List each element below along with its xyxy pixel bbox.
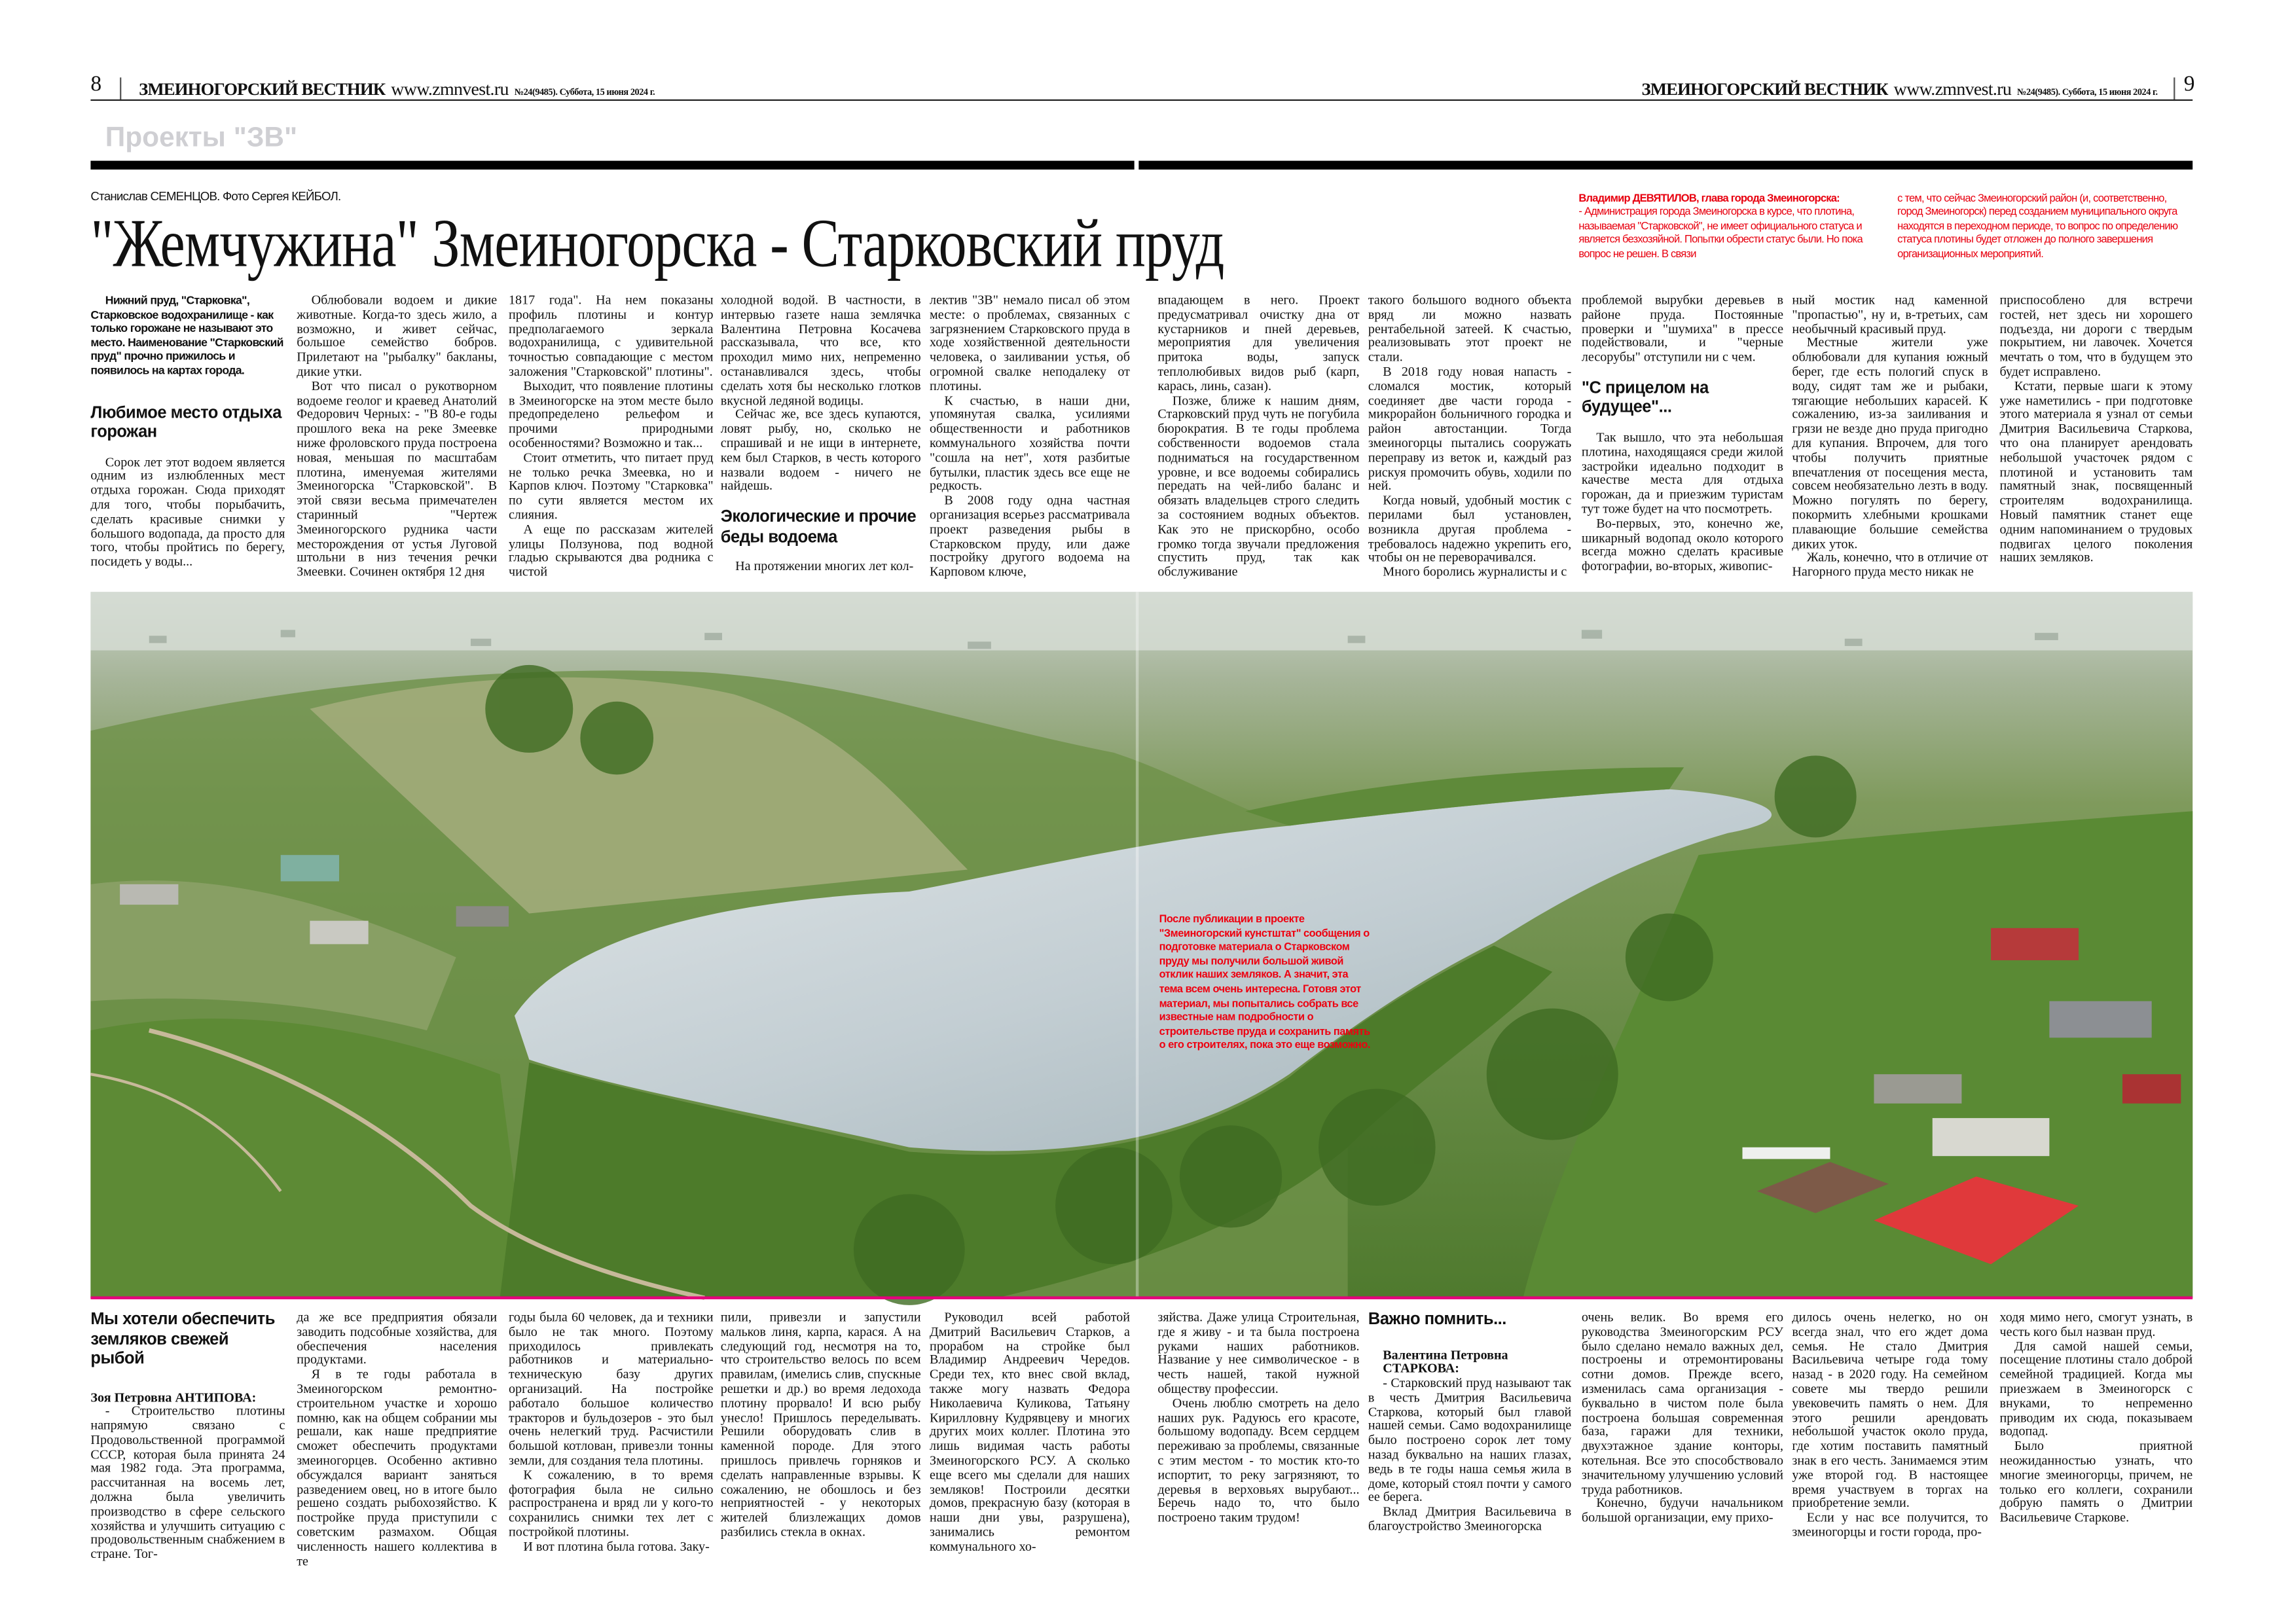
top-column <box>90 294 285 586</box>
newspaper-name: ЗМЕИНОГОРСКИЙ ВЕСТНИК <box>139 79 386 99</box>
paragraph-continued: ный мостик над каменной "пропастью", ну и, в-третьих, сам необычный красивый пруд. <box>1792 292 1988 336</box>
page-number-left: 8 <box>90 73 102 97</box>
bottom-column <box>1999 1311 2192 1560</box>
paragraph: А еще по рассказам жителей улицы Ползунова, под водной гладью скрываются два родника с чистой <box>509 521 714 579</box>
paragraph: Кстати, первые шаги к этому уже наметились - при подготовке этого материала я узнал от семьи Дмитрия Васильевича Старкова, что она планирует арендовать небольшой участочек рядом с плотиной и установить там памятный знак, посвященный строителям водохранилища. Новый памятник станет еще одним напоминанием о трудовых подвигах целого поколения наших земляков. <box>1999 378 2193 565</box>
pond-landscape-image <box>90 592 2192 1297</box>
paragraph: Конечно, будучи начальником большой организации, ему прихо- <box>1581 1495 1784 1525</box>
top-column <box>297 294 497 586</box>
top-column <box>1999 294 2192 586</box>
bottom-column <box>721 1311 921 1560</box>
paragraph: Местные жители уже облюбовали для купания южный берег, где есть пологий спуск в воду, сидят там же и рыбаки, тягающие небольших карасей. К сожалению, из-за заиливания и грязи не везде дно пруда пригодно для купания. Впрочем, для того чтобы получить приятные впечатления от посещения места, совсем необязательно лезть в воду. Можно погулять по берегу, покормить хлебными крошками плавающие большие семейства диких уток. <box>1792 335 1988 550</box>
paragraph: В 2008 году одна частная организация всерьез рассматривала проект разведения рыбы в Старковском пруду, или даже постройку другого водоема на Карповом ключе, <box>930 492 1130 579</box>
top-column <box>930 294 1130 586</box>
paragraph-continued: такого большого водного объекта вряд ли можно назвать рентабельной затеей. К счастью, реализовывать этот проект не стали. <box>1368 292 1572 365</box>
issue-info: №24(9485). Суббота, 15 июня 2024 г. <box>2017 87 2158 98</box>
paragraph-continued: да же все предприятия обязали заводить подсобные хозяйства, для обеспечения населения продуктами. <box>297 1309 498 1367</box>
paragraph: В 2018 году новая напасть - сломался мостик, который соединяет две части города - микрорайон больничного городка и район автостанции. Тогда змеиногорцы пытались сооружать переправу из веток и, каждый раз рискуя промочить обувь, ходили по ней. <box>1368 363 1572 494</box>
paragraph: Стоит отметить, что питает пруд не только речка Змеевка, но и Карпов ключ. Поэтому "Старковка" по сути является местом их слияния. <box>509 450 714 522</box>
aerial-photo-pond <box>90 592 2192 1297</box>
subheading: "С прицелом на будущее"... <box>1581 380 1709 418</box>
top-column <box>1368 294 1571 586</box>
paragraph: И вот плотина была готова. Заку- <box>523 1538 710 1553</box>
paragraph: Позже, ближе к нашим дням, Старковский пруд чуть не погубила бюрократия. В те годы проблема собственности водоемов стала подниматься на государственном уровне, и все водоемы собирались передать на чей-либо баланс и обязать владельцев строго следить за состоянием водных объектов. Как это не прискорбно, особо громко тогда звучали предложения спустить пруд, так как обслуживание <box>1157 392 1360 579</box>
bottom-column <box>930 1311 1130 1560</box>
masthead-right <box>1641 76 2157 102</box>
top-column <box>721 294 921 586</box>
paragraph: Руководил всей работой Дмитрий Васильевич Старков, а прорабом на стройке был Владимир Андреевич Чередов. Среди тех, кто внес свой вклад, также могу назвать Федора Николаевича Куликова, Татьяну Кирилловну Кудрявцеву и многих других моих коллег. Плотина это лишь видимая часть работы Змеиногорского РСУ. А сколько еще всего мы сделали для наших земляков! Построили десятки домов, прекрасную базу (которая в наши дни увы, разрушена), занимались ремонтом коммунального хо- <box>930 1309 1130 1553</box>
speaker-name: Валентина Петровна СТАРКОВА: <box>1383 1346 1508 1376</box>
bottom-column <box>509 1311 714 1560</box>
photo-bottom-rule <box>90 1296 2192 1299</box>
top-column <box>1792 294 1988 586</box>
bottom-column <box>1368 1311 1571 1560</box>
header-rule <box>90 99 2192 101</box>
paragraph: Много боролись журналисты и с <box>1383 564 1567 579</box>
rubric-label: Проекты "ЗВ" <box>105 122 298 154</box>
issue-info: №24(9485). Суббота, 15 июня 2024 г. <box>514 87 655 98</box>
paragraph: Во-первых, это, конечно же, шикарный водопад около которого всегда можно сделать красивые фотографии, во-вторых, живопис- <box>1581 515 1784 573</box>
newspaper-site: www.zmnvest.ru <box>1893 79 2012 99</box>
paragraph: Сорок лет этот водоем является одним из излюбленных мест отдыха горожан. Сюда приходят для того, чтобы порыбачить, сделать красивые снимки у большого водопада, да просто для того, чтобы пройтись по берегу, посидеть у воды... <box>90 454 285 569</box>
paragraph: Для самой нашей семьи, посещение плотины стало доброй семейной традицией. Когда мы приезжаем в Змеиногорск с внуками, то непременно приводим их сюда, показываем водопад. <box>1999 1338 2193 1439</box>
paragraph-continued: лектив "ЗВ" немало писал об этом месте: о проблемах, связанных с загрязнением Старковского пруда в ходе хозяйственной деятельности человека, о заиливании устья, об огромной свалке неподалеку от плотины. <box>930 292 1130 393</box>
subheading: Любимое место отдыха горожан <box>90 404 282 442</box>
top-column <box>509 294 714 586</box>
subheading: Мы хотели обеспечить земляков свежей рыбой <box>90 1310 275 1368</box>
paragraph-continued: годы была 60 человек, да и техники было не так много. Поэтому приходилось привлекать работников и материально-техническую базу других организаций. На постройке работало большое количество тракторов и бульдозеров - это был очень нелегкий труд. Расчистили большой котлован, привезли тонны земли, для создания тела плотины. <box>509 1309 714 1468</box>
top-column <box>1582 294 1783 586</box>
paragraph: Если у нас все получится, то змеиногорцы и гости города, про- <box>1792 1509 1988 1540</box>
paragraph: Так вышло, что эта небольшая плотина, находящаяся среди жилой застройки идеально подходит в качестве места для отдыха горожан, да и приезжим туристам тут тоже будет на что посмотреть. <box>1581 429 1784 516</box>
paragraph-continued: 1817 года". На нем показаны профиль плотины и контур предполагаемого зеркала водохранилища, с удивительной точностью совпадающие с местом заложения "Старковской" плотины". <box>509 292 714 379</box>
bottom-column <box>1157 1311 1359 1560</box>
quote-speaker: Владимир ДЕВЯТИЛОВ, глава города Змеиногорска: <box>1578 191 1840 205</box>
section-bar-left <box>90 161 1134 170</box>
paragraph: Вот что писал о рукотворном водоеме геолог и краевед Анатолий Федорович Черных: - "В 80-е годы прошлого века на реке Змеевке ниже фроловского пруда построена новая, меньшая по масштабам плотина, именуемая жителями Змеиногорска "Старковской". В этой связи весьма примечателен старинный "Чертеж Змеиногорского рудника части месторождения от устья Луговой штольни в низ течения речки Змеевки. Сочинен октября 12 дня <box>297 378 498 579</box>
speaker-name: Зоя Петровна АНТИПОВА: <box>90 1389 257 1404</box>
paragraph: Было приятной неожиданностью узнать, что многие змеиногорцы, причем, не только его коллеги, сохранили добрую память о Дмитрии Васильевиче Старкове. <box>1999 1438 2193 1525</box>
paragraph: - Старковский пруд называют так в честь Дмитрия Васильевича Старкова, который был главой нашей семьи. Само водохранилище было построено сорок лет тому назад буквально на наших глазах, ведь в те годы наша семья жила в доме, который стоял почти у самого ее берега. <box>1368 1375 1572 1505</box>
paragraph-continued: зяйства. Даже улица Строительная, где я живу - и та была построена руками наших работников. Название у нее символическое - в честь нашей, такой нужной обществу профессии. <box>1157 1309 1360 1396</box>
paragraph-continued: дилось очень нелегко, но он всегда знал, что его ждет дома семья. Не стало Дмитрия Васильевича четыре года тому назад - в 2020 году. На семейном совете мы твердо решили увековечить память о нем. Для этого решили арендовать небольшой участок около пруда, где хотим поставить памятный знак в его честь. Занимаемся этим уже второй год. В настоящее время участвуем в торгах на приобретение земли. <box>1792 1309 1988 1511</box>
paragraph: Когда новый, удобный мостик с перилами был установлен, возникла другая проблема - требовалось надежно укрепить его, чтобы он не переворачивался. <box>1368 492 1572 565</box>
paragraph: К счастью, в наши дни, упомянутая свалка, усилиями общественности и работников коммунального хозяйства почти "сошла на нет", хотя разбитые бутылки, пластик здесь все еще не редкость. <box>930 392 1130 494</box>
paragraph: На протяжении многих лет кол- <box>735 558 914 573</box>
page-fold <box>1136 592 1138 1297</box>
paragraph: Облюбовали водоем и дикие животные. Когда-то здесь жило, а возможно, и живет сейчас, большое семейство бобров. Прилетают на "рыбалку" бакланы, дикие утки. <box>297 292 498 379</box>
subheading: Экологические и прочие беды водоема <box>720 509 917 547</box>
newspaper-site: www.zmnvest.ru <box>391 79 509 99</box>
byline: Станислав СЕМЕНЦОВ. Фото Сергея КЕЙБОЛ. <box>90 189 341 204</box>
official-quote-part2: с тем, что сейчас Змеиногорский район (и, соответственно, город Змеиногорск) перед созданием муниципального округа находятся в переходном периоде, то вопрос по определению статуса плотины будет отложен до полного завершения организационных мероприятий. <box>1897 191 2178 260</box>
official-quote-part1 <box>1578 191 1882 260</box>
paragraph: - Строительство плотины напрямую связано с Продовольственной программой СССР, которая была принята 24 мая 1982 года. Эта программа, рассчитанная на восемь лет, должна была увеличить производство в сфере сельского хозяйства и улучшить ситуацию с продовольственным снабжением в стране. Тог- <box>90 1403 285 1562</box>
paragraph: Сейчас же, все здесь купаются, ловят рыбу, но, сколько не спрашивай и не ищи в интернете, кем был Старков, в честь которого назвали водоем - ничего не найдешь. <box>720 406 921 494</box>
section-bar-right <box>1138 161 2192 170</box>
subheading: Важно помнить... <box>1368 1310 1506 1329</box>
article-title: "Жемчужина" Змеиногорска - Старковский пруд <box>90 206 1224 282</box>
bottom-column <box>297 1309 498 1568</box>
lead-paragraph: Нижний пруд, "Старковка", Старковское водохранилище - как только горожане не называют это место. Наименование "Старковский пруд" прочно прижилось и появилось на картах города. <box>90 293 283 377</box>
page-number-right: 9 <box>2183 73 2195 97</box>
paragraph-continued: проблемой вырубки деревьев в районе пруда. Постоянные проверки и "шумиха" в прессе подействовали, и "черные лесорубы" отступили ни с чем. <box>1581 292 1784 365</box>
bottom-column <box>90 1311 285 1560</box>
paragraph: К сожалению, в то время фотография была не сильно распространена и вряд ли у кого-то сохранились снимки тех лет с постройкой плотины. <box>509 1467 714 1540</box>
paragraph: Вклад Дмитрия Васильевича в благоустройство Змеиногорска <box>1368 1504 1572 1534</box>
paragraph: Жаль, конечно, что в отличие от Нагорного пруда место никак не <box>1792 550 1988 579</box>
paragraph-continued: ходя мимо него, смогут узнать, в честь кого был назван пруд. <box>1999 1309 2193 1339</box>
paragraph-continued: очень велик. Во время его руководства Змеиногорским РСУ было сделано немало важных дел, построены и отремонтированы сотни домов. Прежде всего, изменилась сама организация - буквально в чистом поле была построена большая современная база, гаражи для техники, двухэтажное здание конторы, котельная. Все это способствовало значительному улучшению условий труда работников. <box>1581 1309 1784 1496</box>
paragraph-continued: пили, привезли и запустили мальков линя, карпа, карася. А на следующий год, несмотря на то, что строительство велось по всем правилам, (имелись слив, спускные решетки и др.) во время ледохода плотину прорвало! И всю рыбу унесло! Пришлось переделывать. Решили оборудовать слив в каменной породе. Для этого пришлось привлечь горняков и сделать направленные взрывы. К сожалению, не обошлось и без неприятностей - у некоторых жителей близлежащих домов разбились стекла в окнах. <box>720 1309 921 1540</box>
newspaper-name: ЗМЕИНОГОРСКИЙ ВЕСТНИК <box>1641 79 1888 99</box>
bottom-column <box>1792 1311 1988 1560</box>
page-number-divider <box>120 77 121 101</box>
paragraph: Выходит, что появление плотины в Змеиногорске на этом месте было предопределено рельефом и прочими природными особенностями? Возможно и так... <box>509 378 714 450</box>
paragraph-continued: холодной водой. В частности, в интервью газете наша землячка Валентина Петровна Косачева рассказывала, что все, кто проходил мимо них, непременно останавливался здесь, чтобы сделать хотя бы несколько глотков вкусной ледяной водицы. <box>720 292 921 408</box>
masthead-left <box>139 76 655 102</box>
quote-text: - Администрация города Змеиногорска в курсе, что плотина, называемая "Старковской", не имеет официального статуса и является безхозяйной. Попытки обрести статус были. Но пока вопрос не решен. В связи <box>1578 205 1863 260</box>
paragraph: Я в те годы работала в Змеиногорском ремонтно-строительном участке и хорошо помню, как на общем собрании мы решали, как наше предприятие сможет обеспечить продуктами змеиногорцев. Особенно активно обсуждался вариант заняться разведением овец, но в итоге было решено создать рыбохозяйство. К постройке пруда приступили с советским размахом. Общая численность нашего коллектива в те <box>297 1367 498 1568</box>
paragraph-continued: впадающем в него. Проект предусматривал очистку дна от кустарников и пней деревьев, мероприятия для увеличения притока воды, запуск теплолюбивых видов рыб (карп, карась, линь, сазан). <box>1157 292 1360 393</box>
bottom-column <box>1582 1311 1783 1560</box>
paragraph-continued: приспособлено для встречи гостей, нет здесь ни хорошего подъезда, ни дороги с твердым покрытием, ни лавочек. Хочется мечтать о том, что в будущем это будет исправлено. <box>1999 292 2193 379</box>
page-number-divider <box>2174 77 2175 101</box>
top-column <box>1157 294 1359 586</box>
paragraph: Очень люблю смотреть на дело наших рук. Радуюсь его красоте, большому водопаду. Всем сердцем переживаю за проблемы, связанные с этим местом - то мостик кто-то испортит, то реку загрязняют, то деревья в верховьях вырубают... Беречь надо то, что было построено таким трудом! <box>1157 1395 1360 1525</box>
photo-caption: После публикации в проекте "Змеиногорский кунстштат" сообщения о подготовке материала о Старковском пруду мы получили большой живой отклик наших земляков. А значит, эта тема всем очень интересна. Готовя этот материал, мы попытались собрать все известные нам подробности о строительстве пруда и сохранить память о его строителях, пока это еще возможно. <box>1159 912 1370 1052</box>
